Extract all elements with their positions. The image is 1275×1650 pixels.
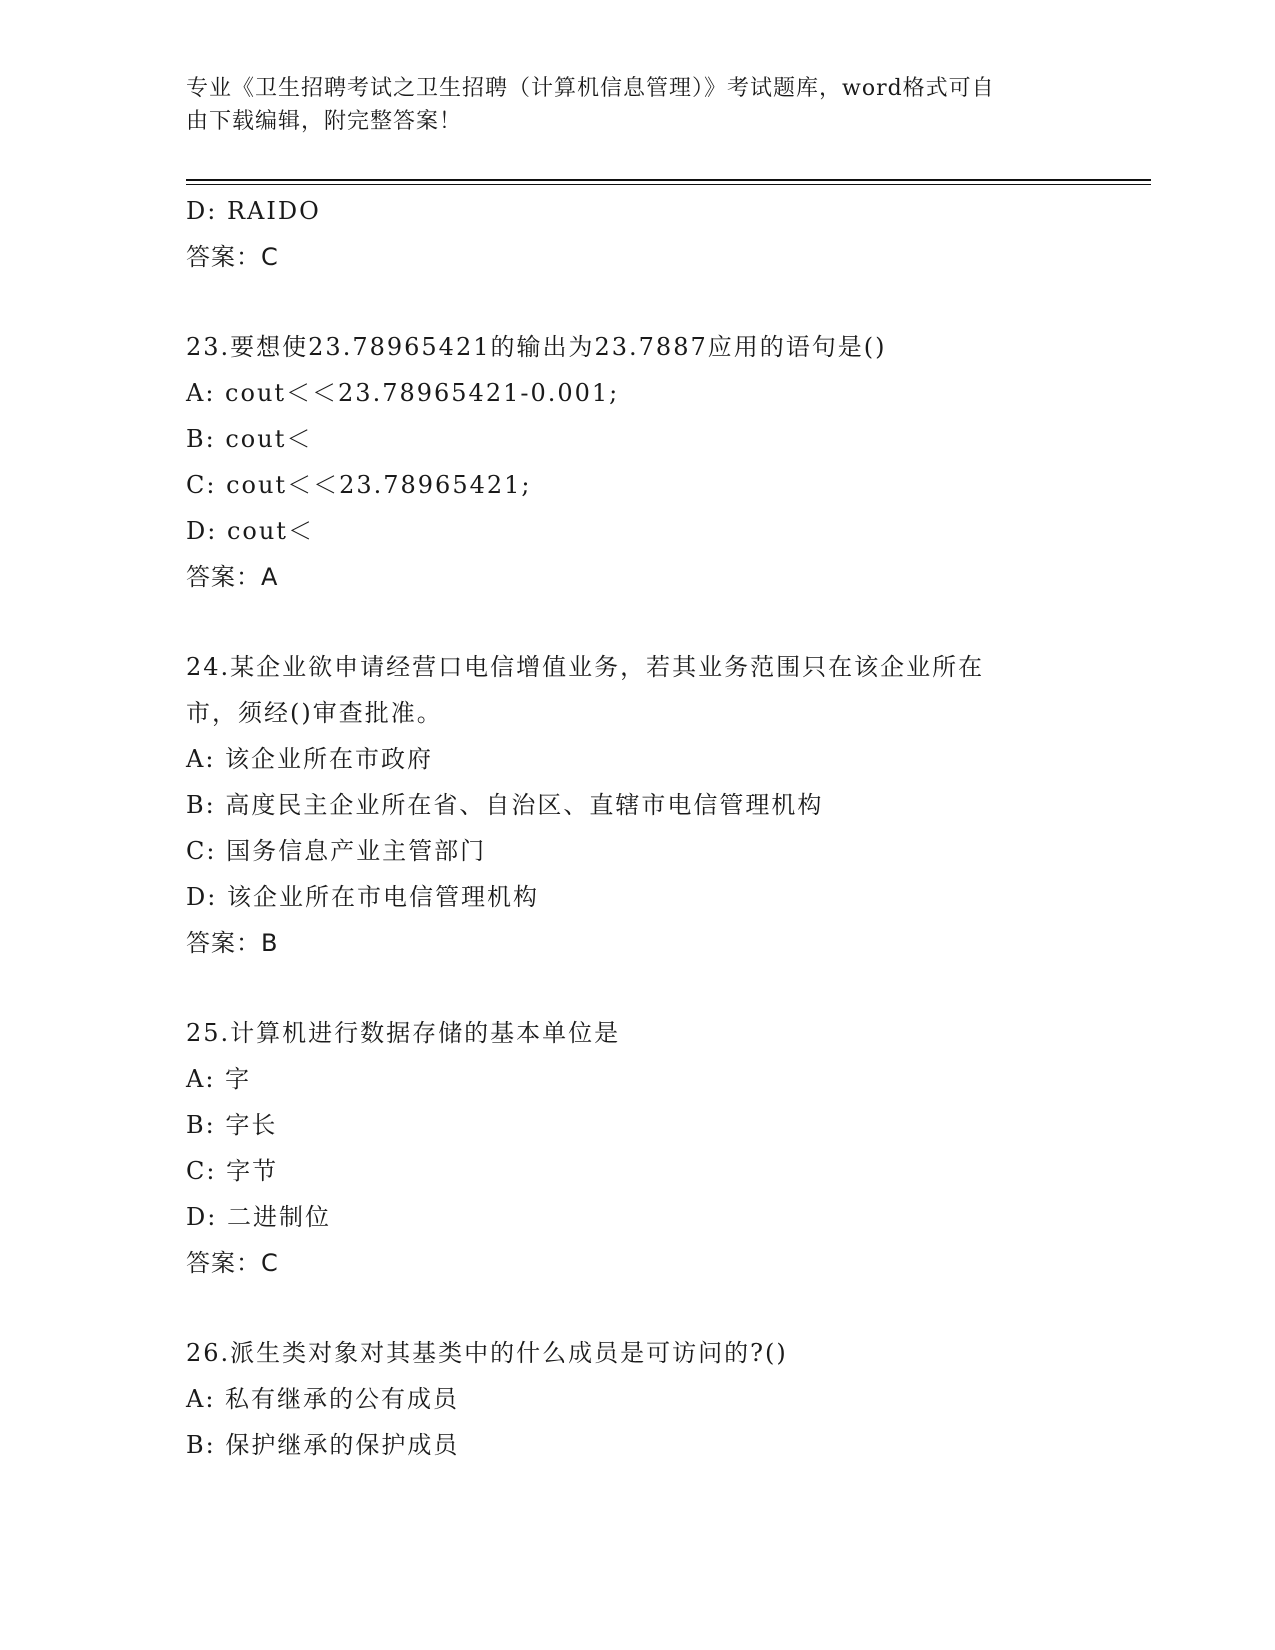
header-line-1: 专业《卫生招聘考试之卫生招聘（计算机信息管理）》考试题库，word格式可自 (186, 76, 995, 101)
option-c: C: 字节 (186, 1157, 279, 1185)
option-a: A: 该企业所在市政府 (186, 745, 434, 773)
answer: 答案：B (186, 929, 279, 957)
previous-option-d: D: RAIDO (186, 197, 321, 225)
option-b: B: 保护继承的保护成员 (186, 1431, 460, 1459)
option-a: A: 私有继承的公有成员 (186, 1385, 460, 1413)
spacer (186, 600, 1136, 644)
question-stem-line-2: 市，须经()审查批准。 (186, 699, 443, 727)
spacer (186, 280, 1136, 324)
question-stem: 26.派生类对象对其基类中的什么成员是可访问的?() (186, 1339, 788, 1367)
previous-answer: 答案：C (186, 243, 279, 271)
option-c: C: cout＜＜23.78965421; (186, 471, 532, 499)
option-b: B: cout＜ (186, 425, 313, 453)
question-25 (186, 1010, 1136, 1286)
document-header (186, 72, 1066, 138)
option-d: D: cout＜ (186, 517, 314, 545)
question-24 (186, 644, 1136, 966)
option-b: B: 高度民主企业所在省、自治区、直辖市电信管理机构 (186, 791, 824, 819)
question-23 (186, 324, 1136, 600)
question-list (186, 188, 1136, 1468)
option-d: D: 该企业所在市电信管理机构 (186, 883, 539, 911)
option-b: B: 字长 (186, 1111, 278, 1139)
header-line-2: 由下载编辑，附完整答案！ (186, 109, 463, 134)
answer: 答案：C (186, 1249, 279, 1277)
option-d: D: 二进制位 (186, 1203, 331, 1231)
option-c: C: 国务信息产业主管部门 (186, 837, 487, 865)
option-a: A: cout＜＜23.78965421-0.001; (186, 379, 620, 407)
option-a: A: 字 (186, 1065, 252, 1093)
spacer (186, 1286, 1136, 1330)
question-26 (186, 1330, 1136, 1468)
question-stem-line-1: 24.某企业欲申请经营口电信增值业务，若其业务范围只在该企业所在 (186, 653, 985, 681)
answer: 答案：A (186, 563, 279, 591)
question-stem: 25.计算机进行数据存储的基本单位是 (186, 1019, 621, 1047)
question-stem: 23.要想使23.78965421的输出为23.7887应用的语句是() (186, 333, 887, 361)
header-divider-thick (186, 179, 1151, 181)
header-divider-thin (186, 184, 1151, 185)
spacer (186, 966, 1136, 1010)
